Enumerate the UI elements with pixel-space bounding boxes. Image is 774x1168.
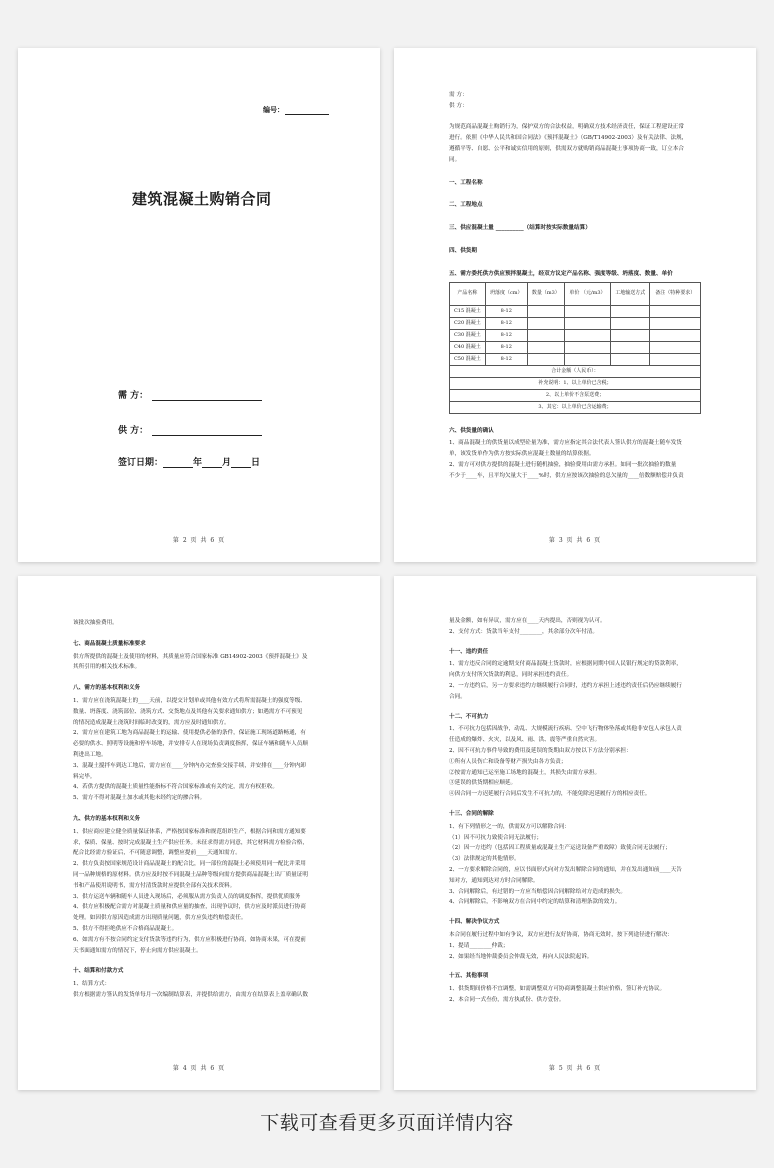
section-1-heading: 一、工程名称 [449, 179, 483, 186]
section-6-text [449, 438, 701, 481]
table-row [450, 317, 701, 329]
table-cell [611, 317, 650, 329]
table-footer-cell: 补充说明：1、以上单价已含税； [450, 377, 701, 389]
section-8-heading: 八、需方的基本权利和义务 [73, 685, 141, 692]
text-line: 1、提请________仲裁； [449, 942, 509, 949]
section-9-heading: 九、供方的基本权利和义务 [73, 815, 141, 822]
section-3-heading: 三、供应混凝土量 __________（结算时按实际数量结算） [449, 225, 591, 232]
year-label: 年 [193, 458, 203, 468]
table-cell [611, 341, 650, 353]
section-12-text [449, 724, 701, 800]
table-cell [564, 305, 610, 317]
table-cell [564, 317, 610, 329]
table-cell [564, 341, 610, 353]
section-7-heading: 七、商品混凝土质量标准要求 [73, 640, 146, 647]
text-line: 1、有下列情形之一的，供需双方可以解除合同： [449, 823, 571, 830]
text-line: 2、一方违约后，另一方要求违约方继续履行合同时，违约方承担上述违约责任后仍应继续履行 [449, 682, 682, 689]
text-line: 1、商品混凝土的供货量以成型砼量为准，需方应指定其合法代表人签认供方的混凝土随车发货 [449, 440, 682, 447]
text-line: （3）法律规定的其他情形。 [449, 856, 520, 863]
table-footer-row [450, 365, 701, 377]
table-cell [650, 305, 701, 317]
col-remarks: 备注（特种要求） [650, 282, 701, 305]
section-9-text [73, 827, 325, 957]
doc-no-label: 编号： [263, 105, 284, 114]
table-cell [650, 353, 701, 365]
table-footer-cell: 2、以上单价不含泵送费； [450, 389, 701, 401]
text-line: 3、混凝土搅拌车到达工地后，需方应在____分钟内办完查验交接手续，并安排在____分钟内卸 [73, 762, 306, 769]
text-line: ④因合同一方迟延履行合同后发生不可抗力的，不能免除迟延履行方的相应责任。 [449, 791, 651, 798]
col-unit-price: 单价 （元/m3） [564, 282, 610, 305]
page-3-body [449, 90, 701, 482]
text-line: 供方根据需方签认的发货单每月一次编制结算表，并提供给需方，由需方在结算表上盖章确认数 [73, 991, 308, 998]
text-line: 2、一方要求解除合同的，应以书面形式向对方发出解除合同的通知，并在发出通知前____天告 [449, 866, 682, 873]
text-line: ①所有人员伤亡和设备等财产损失由各方负责； [449, 758, 567, 765]
table-footer-row [450, 401, 701, 413]
table-cell [564, 329, 610, 341]
text-line: 2、支付方式：货款当年支付________，其余部分次年付清。 [449, 628, 598, 635]
text-line: 遵循平等、自愿、公平和诚实信用的原则，供需双方就购销商品混凝土事项协商一致，订立本合 [449, 145, 684, 152]
text-line: 料完毕。 [73, 773, 96, 780]
text-line: （2）因一方违约（包括因工程质量或混凝土生产运送设备严重故障）致使合同无法履行； [449, 845, 671, 852]
table-cell [611, 329, 650, 341]
col-transport: 工地输送方式 [611, 282, 650, 305]
text-line: 数量、坍落度、浇筑部位、浇筑方式、交货地点及其他有关要求通知供方；如遇需方不可预见 [73, 708, 303, 715]
col-quantity: 数量（m3） [527, 282, 564, 305]
buyer-label: 需 方： [118, 391, 149, 401]
table-cell [527, 353, 564, 365]
text-line: 供方所提供的混凝土及使用的材料，其质量应符合国家标准 GB14902-2003《预拌混凝土》及 [73, 653, 308, 660]
page-number: 第 4 页 共 6 页 [172, 1065, 226, 1072]
text-line: 2、本合同一式叁份，需方执贰份、供方壹份。 [449, 996, 565, 1003]
text-line: 1、供货期间价格不宜调整，如需调整双方可协商调整混凝土供应价格，签订补充协议。 [449, 986, 666, 993]
text-line [449, 112, 701, 123]
text-line: 5、需方不得对混凝土加水或其他未经约定的掺合料。 [73, 795, 206, 802]
text-line: 4、若供方提供的混凝土质量性能指标不符合国家标准或有关约定，需方有权拒收。 [73, 784, 278, 791]
text-line: ③延误的供货期相应顺延。 [449, 780, 517, 787]
text-line: 该批次抽验费用。 [73, 620, 118, 626]
buyer-signature-row [118, 388, 262, 401]
text-line: 2、供方负责按国家规范设计商品混凝土的配合比，同一部位的混凝土必须使用同一配比并采用 [73, 861, 306, 868]
page-4 [18, 576, 380, 1090]
text-line: 的情况造成混凝土浇筑时间临时改变的，需方应及时通知供方。 [73, 719, 230, 726]
table-cell: C20 混凝土 [450, 317, 486, 329]
month-label: 月 [222, 458, 232, 468]
table-cell: 8-12 [485, 317, 527, 329]
page-number: 第 3 页 共 6 页 [548, 537, 602, 544]
table-footer-cell: 3、其它：以上单价已含运输费； [450, 401, 701, 413]
section-13-heading: 十三、合同的解除 [449, 810, 494, 817]
table-cell: C15 混凝土 [450, 305, 486, 317]
text-line: ②按需方通知已运至施工场地的混凝土，其损失由需方承担。 [449, 769, 601, 776]
section-4-heading: 四、供货期 [449, 247, 477, 254]
table-row [450, 341, 701, 353]
section-12-heading: 十二、不可抗力 [449, 713, 489, 720]
page-2-cover [18, 48, 380, 562]
text-line: 同。 [449, 156, 461, 163]
page-4-body [73, 618, 325, 1001]
table-row [450, 353, 701, 365]
section-5-heading: 五、需方委托供方供应预拌混凝土，经双方议定产品名称、强度等级、坍落度、数量、单价 [449, 270, 673, 277]
seller-label: 供 方： [118, 426, 149, 436]
text-line: 同一品种规格的原材料。供方应及时按不同混凝土品种等级向需方提供商品混凝土出厂质量证明 [73, 871, 308, 878]
section-15-heading: 十五、其他事项 [449, 973, 489, 980]
text-line: 配合比经需方验证后，不可随意调整，调整应提前____天通知需方。 [73, 850, 241, 857]
section-11-text [449, 659, 701, 702]
table-footer-row [450, 377, 701, 389]
seller-signature-row [118, 423, 262, 436]
table-cell [527, 305, 564, 317]
section-15-text [449, 984, 701, 1006]
intro-paragraph [449, 90, 701, 166]
text-line: 1、需方应在浇筑混凝土的____天前，以提交计划单或其他有效方式将所需混凝土的强度等级、 [73, 697, 306, 704]
text-line: 2、如果经当地仲裁委员会仲裁无效，再向人民法院起诉。 [449, 953, 593, 960]
text-line: 1、结算方式： [73, 981, 111, 988]
page-5 [394, 576, 756, 1090]
page-3 [394, 48, 756, 562]
text-line: 任造成的爆炸、火灾，以及风、雨、洪、震等严重自然灾害。 [449, 737, 601, 744]
text-line: 处理。如因供方原因造成需方出现质量问题，供方应负违约赔偿责任。 [73, 915, 247, 922]
section-7-text [73, 652, 325, 674]
table-cell: 8-12 [485, 353, 527, 365]
table-cell: C50 混凝土 [450, 353, 486, 365]
page-number: 第 5 页 共 6 页 [548, 1065, 602, 1072]
text-line: 5、供方不得拒绝供应不合格商品混凝土。 [73, 925, 178, 932]
section-13-text [449, 822, 701, 908]
text-line: 3、合同解除后，有过错的一方应当赔偿因合同解除给对方造成的损失。 [449, 888, 626, 895]
page-number: 第 2 页 共 6 页 [172, 537, 226, 544]
text-line: 求，保质、保量、按时完成混凝土生产供应任务。未征求得需方同意，其它材料需方检验合格， [73, 839, 308, 846]
table-cell: C30 混凝土 [450, 329, 486, 341]
buyer-line [152, 391, 262, 401]
doc-no-blank [285, 107, 329, 115]
text-line: 2、需方应在建筑工地为商品混凝土的运输、使用提供必备的条件，保证施工现场道路畅通，有 [73, 730, 306, 737]
text-line: 其所引用的相关技术标准。 [73, 664, 141, 671]
download-more-notice: 下载可查看更多页面详情内容 [260, 1112, 514, 1134]
table-cell [611, 353, 650, 365]
table-header-row [450, 282, 701, 305]
text-line: 量及金额，如有异议，需方应在____天内提出，否则视为认可。 [449, 618, 606, 624]
month-blank [202, 458, 222, 468]
text-line: 6、如需方有不按合同约定支付货款等违约行为，供方应积极进行协商，如协商未果，可在提前 [73, 936, 306, 943]
text-line: 合同。 [449, 693, 466, 700]
text-line: 为规范商品混凝土购销行为，保护双方的合法权益，明确双方技术经济责任，保证工程建设正常 [449, 124, 684, 131]
day-blank [231, 458, 251, 468]
seller-line [152, 426, 262, 436]
section-14-text [449, 930, 701, 962]
text-line: 1、需方违反合同的定逾期支付商品混凝土货款时，应根据同期中国人民银行规定的贷款利率， [449, 661, 682, 668]
table-body [450, 305, 701, 413]
section-8-text [73, 696, 325, 804]
year-blank [163, 458, 193, 468]
table-row [450, 305, 701, 317]
document-number [263, 105, 329, 115]
table-cell [564, 353, 610, 365]
text-line: 向供方支付所欠货款的利息，同时承担违约责任。 [449, 672, 573, 679]
text-line: 利进出工地。 [73, 751, 107, 758]
table-cell [527, 341, 564, 353]
table-footer-row [450, 389, 701, 401]
table-footer-cell: 合计金额（人民币）： [450, 365, 701, 377]
section-14-heading: 十四、解决争议方式 [449, 919, 500, 926]
text-line: 进行。依照《中华人民共和国合同法》《预拌混凝土》（GB/T14902-2003）及有关法律、法规， [449, 135, 688, 142]
table-cell [650, 317, 701, 329]
table-cell: C40 混凝土 [450, 341, 486, 353]
page-5-body [449, 616, 701, 1006]
section-10-heading: 十、结算和付款方式 [73, 968, 124, 975]
section-6-heading: 六、供货量的确认 [449, 427, 494, 434]
section-11-heading: 十一、违约责任 [449, 648, 489, 655]
table-cell: 8-12 [485, 329, 527, 341]
text-line: （1）因不可抗力致使合同无法履行； [449, 834, 543, 841]
text-line: 天书面通知需方的情况下，停止向需方供应混凝土。 [73, 947, 202, 954]
day-label: 日 [251, 458, 261, 468]
table-cell [611, 305, 650, 317]
section-2-heading: 二、工程地点 [449, 202, 483, 209]
section-10-text [73, 979, 325, 1001]
table-cell [527, 317, 564, 329]
text-line: 书和产品使用说明书，需方付清货款时应提供全部有关技术资料。 [73, 882, 236, 889]
date-label: 签订日期： [118, 458, 164, 468]
text-line: 单，该发货单作为供方按实际供应混凝土数量的结算依据。 [449, 451, 595, 458]
text-line: 4、供方应积极配合需方对混凝土质量和供应量的抽查，出现争议时，供方应及时派员进行协商 [73, 904, 306, 911]
text-line: 不少于____车，且平均欠量大于____%时，供方应按该次抽验的总欠量的____倍数额赔偿并负责 [449, 472, 684, 479]
signing-date-row [118, 455, 260, 468]
col-product: 产品名称 [450, 282, 486, 305]
text-line: 1、供应商应建立健全质量保证体系，严格按国家标准和规范组织生产，根据合同和需方通知要 [73, 828, 306, 835]
text-line: 2、因不可抗力事件导致的费用及延误的货期由双方按以下方法分别承担： [449, 747, 632, 754]
col-slump: 坍落度（cm） [485, 282, 527, 305]
table-cell [527, 329, 564, 341]
text-line: 本合同在履行过程中如有争议，双方应进行友好协商，协商无效时，按下列途径进行解决： [449, 931, 673, 938]
table-row [450, 329, 701, 341]
text-line: 必要的供水、照明等设施和停车场地，并安排专人在现场负责调度指挥，保证车辆和随车人员顺 [73, 741, 308, 748]
text-line: 知对方，通知到达对方时合同解除。 [449, 877, 539, 884]
text-line: 3、供方运送车辆和随车人员进入现场后，必须服从需方负责人员的调度指挥，提供优质服务 [73, 893, 301, 900]
text-line: 1、不可抗力包括因战争，动乱、大规模流行疾病、空中飞行物体坠落或其他非安包人承包人责 [449, 726, 682, 733]
text-line: 2、需方可对供方提供的混凝土进行随机抽验，抽验费用由需方承担。如同一批次抽验的数量 [449, 461, 677, 468]
table-cell [650, 341, 701, 353]
product-price-table [449, 282, 701, 414]
contract-title: 建筑混凝土购销合同 [132, 190, 272, 208]
table-cell [650, 329, 701, 341]
table-cell: 8-12 [485, 305, 527, 317]
continued-text [73, 618, 325, 629]
text-line: 需 方： [449, 92, 468, 98]
table-cell: 8-12 [485, 341, 527, 353]
continued-text [449, 616, 701, 638]
text-line: 4、合同解除后，不影响双方在合同中约定的结算和清理条款的效力。 [449, 899, 621, 906]
text-line: 供 方： [449, 102, 468, 109]
